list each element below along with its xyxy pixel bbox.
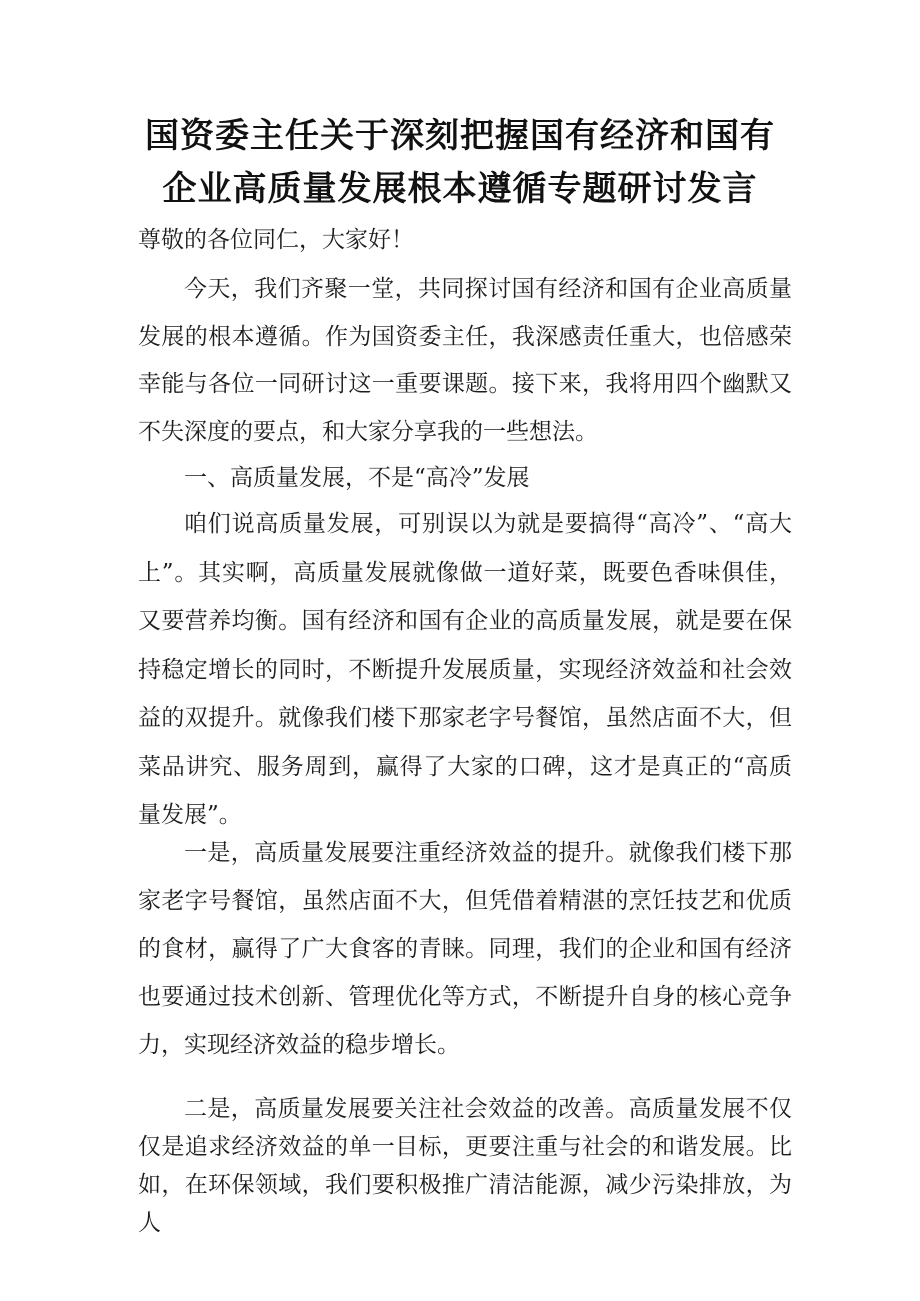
section-heading-1: 一、高质量发展，不是“高冷”发展 [184,465,530,491]
greeting: 尊敬的各位同仁，大家好！ [138,227,414,253]
paragraph-section-1: 咱们说高质量发展，可别误以为就是要搞得“高冷”、“高大上”。其实啊，高质量发展就像做一道好菜，既要色香味俱佳，又要营养均衡。国有经济和国有企业的高质量发展，就是要在保持稳定增长的同时，不断提升发展质量，实现经济效益和社会效益的双提升。就像我们楼下那家老字号餐馆，虽然店面不大，但菜品讲究、服务周到，赢得了大家的口碑，这才是真正的“高质量发展”。 [138,511,792,828]
document-title-line-2: 企业高质量发展根本遵循专题研讨发言 [162,169,758,209]
paragraph-intro: 今天，我们齐聚一堂，共同探讨国有经济和国有企业高质量发展的根本遵循。作为国资委主任，我深感责任重大，也倍感荣幸能与各位一同研讨这一重要课题。接下来，我将用四个幽默又不失深度的要点，和大家分享我的一些想法。 [138,276,792,445]
document-title-line-1: 国资委主任关于深刻把握国有经济和国有 [145,116,775,156]
paragraph-point-2: 二是，高质量发展要关注社会效益的改善。高质量发展不仅仅是追求经济效益的单一目标，更要注重与社会的和谐发展。比如，在环保领域，我们要积极推广清洁能源，减少污染排放，为人 [138,1096,792,1236]
paragraph-point-1: 一是，高质量发展要注重经济效益的提升。就像我们楼下那家老字号餐馆，虽然店面不大，但凭借着精湛的烹饪技艺和优质的食材，赢得了广大食客的青睐。同理，我们的企业和国有经济也要通过技术创新、管理优化等方式，不断提升自身的核心竞争力，实现经济效益的稳步增长。 [138,840,792,1058]
